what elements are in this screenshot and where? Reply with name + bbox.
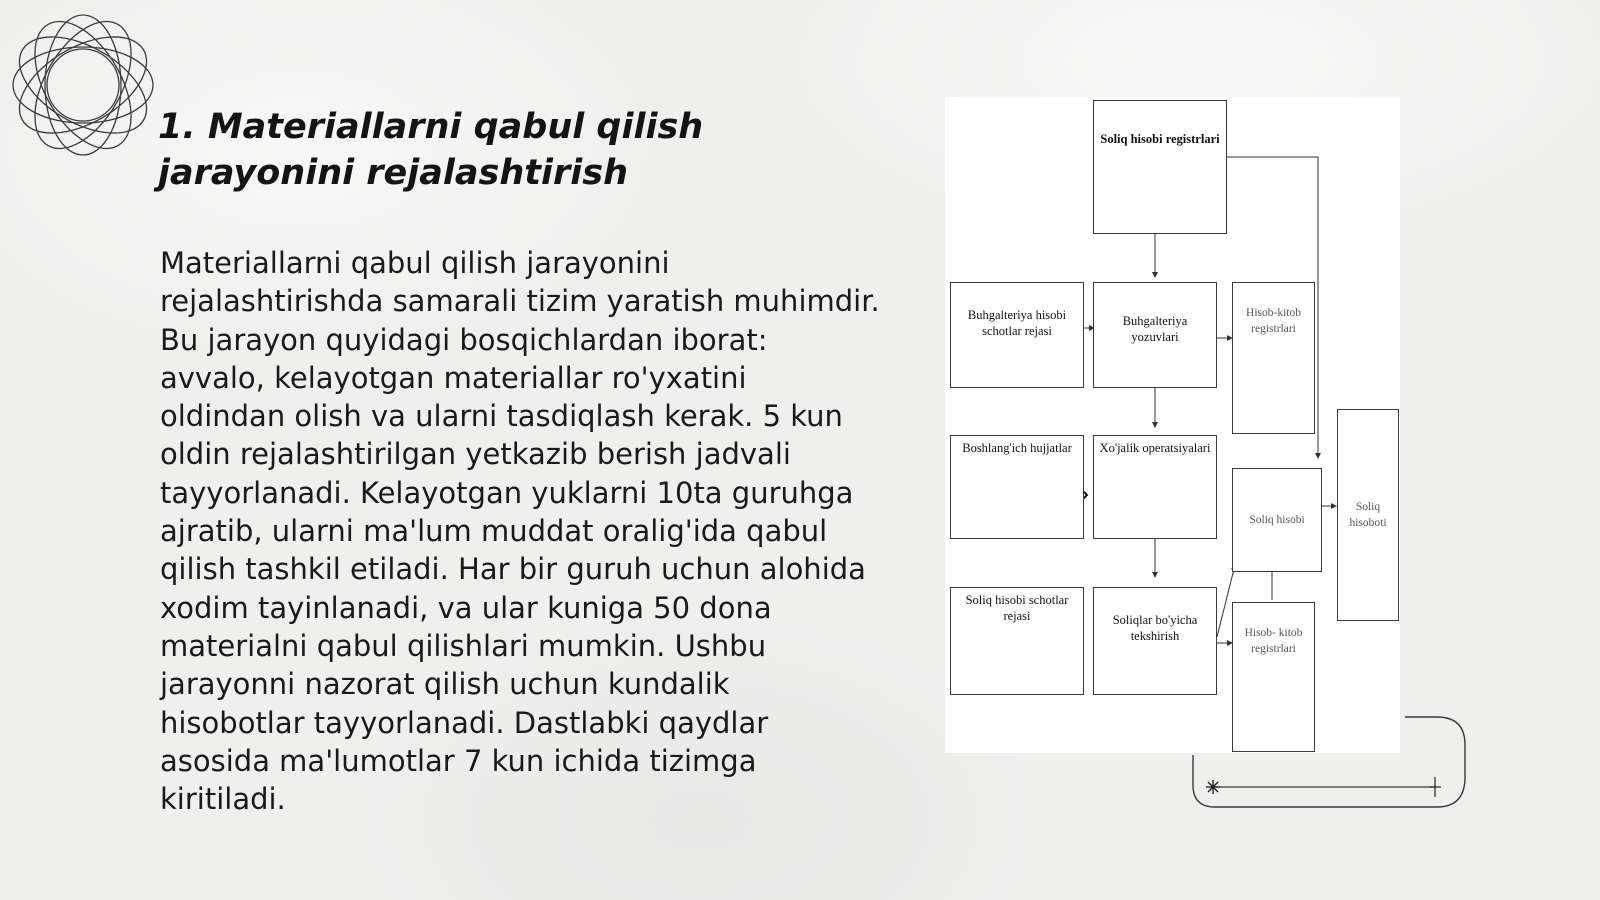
box-tax-accounting: Soliq hisobi	[1232, 468, 1322, 572]
box-tax-chart: Soliq hisobi schotlar rejasi	[950, 587, 1084, 695]
box-tax-check: Soliqlar bo'yicha tekshirish	[1093, 587, 1217, 695]
decorative-line-ornament	[1185, 715, 1470, 815]
box-accounting-chart: Buhgalteriya hisobi schotlar rejasi	[950, 282, 1084, 388]
slide-body-text: Materiallarni qabul qilish jarayonini rejalashtirishda samarali tizim yaratish muhimdir. Bu jarayon quyidagi bosqichlardan iborat: avvalo, kelayotgan materiallar ro'yxatini oldindan olish va ularni tasdiqlash kerak. 5 kun oldin rejalashtirilgan yetkazib berish jadvali tayyorlanadi. Kelayotgan yuklarni 10ta guruhga ajratib, ularni ma'lum muddat oralig'ida qabul qilish tashkil etiladi. Har bir guruh uchun alohida xodim tayinlanadi, va ular kuniga 50 dona materialni qabul qilishlari mumkin. Ushbu jarayonni nazorat qilish uchun kundalik hisobotlar tayyorlanadi. Dastlabki qaydlar asosida ma'lumotlar 7 kun ichida tizimga kiritiladi.	[160, 246, 880, 817]
box-ledger-registers-bottom: Hisob- kitob registrlari	[1232, 602, 1315, 752]
box-primary-documents: Boshlang'ich hujjatlar	[950, 435, 1084, 539]
decorative-ring-ornament	[8, 10, 158, 160]
flow-diagram	[945, 97, 1400, 753]
slide-title: 1. Materiallarni qabul qilish jarayonini rejalashtirish	[158, 107, 704, 193]
box-accounting-entries: Buhgalteriya yozuvlari	[1093, 282, 1217, 388]
box-ledger-registers-top: Hisob-kitob registrlari	[1232, 282, 1315, 434]
box-tax-registers: Soliq hisobi registrlari	[1093, 100, 1227, 234]
box-business-operations: Xo'jalik operatsiyalari	[1093, 435, 1217, 539]
box-tax-report: Soliq hisoboti	[1337, 409, 1399, 621]
